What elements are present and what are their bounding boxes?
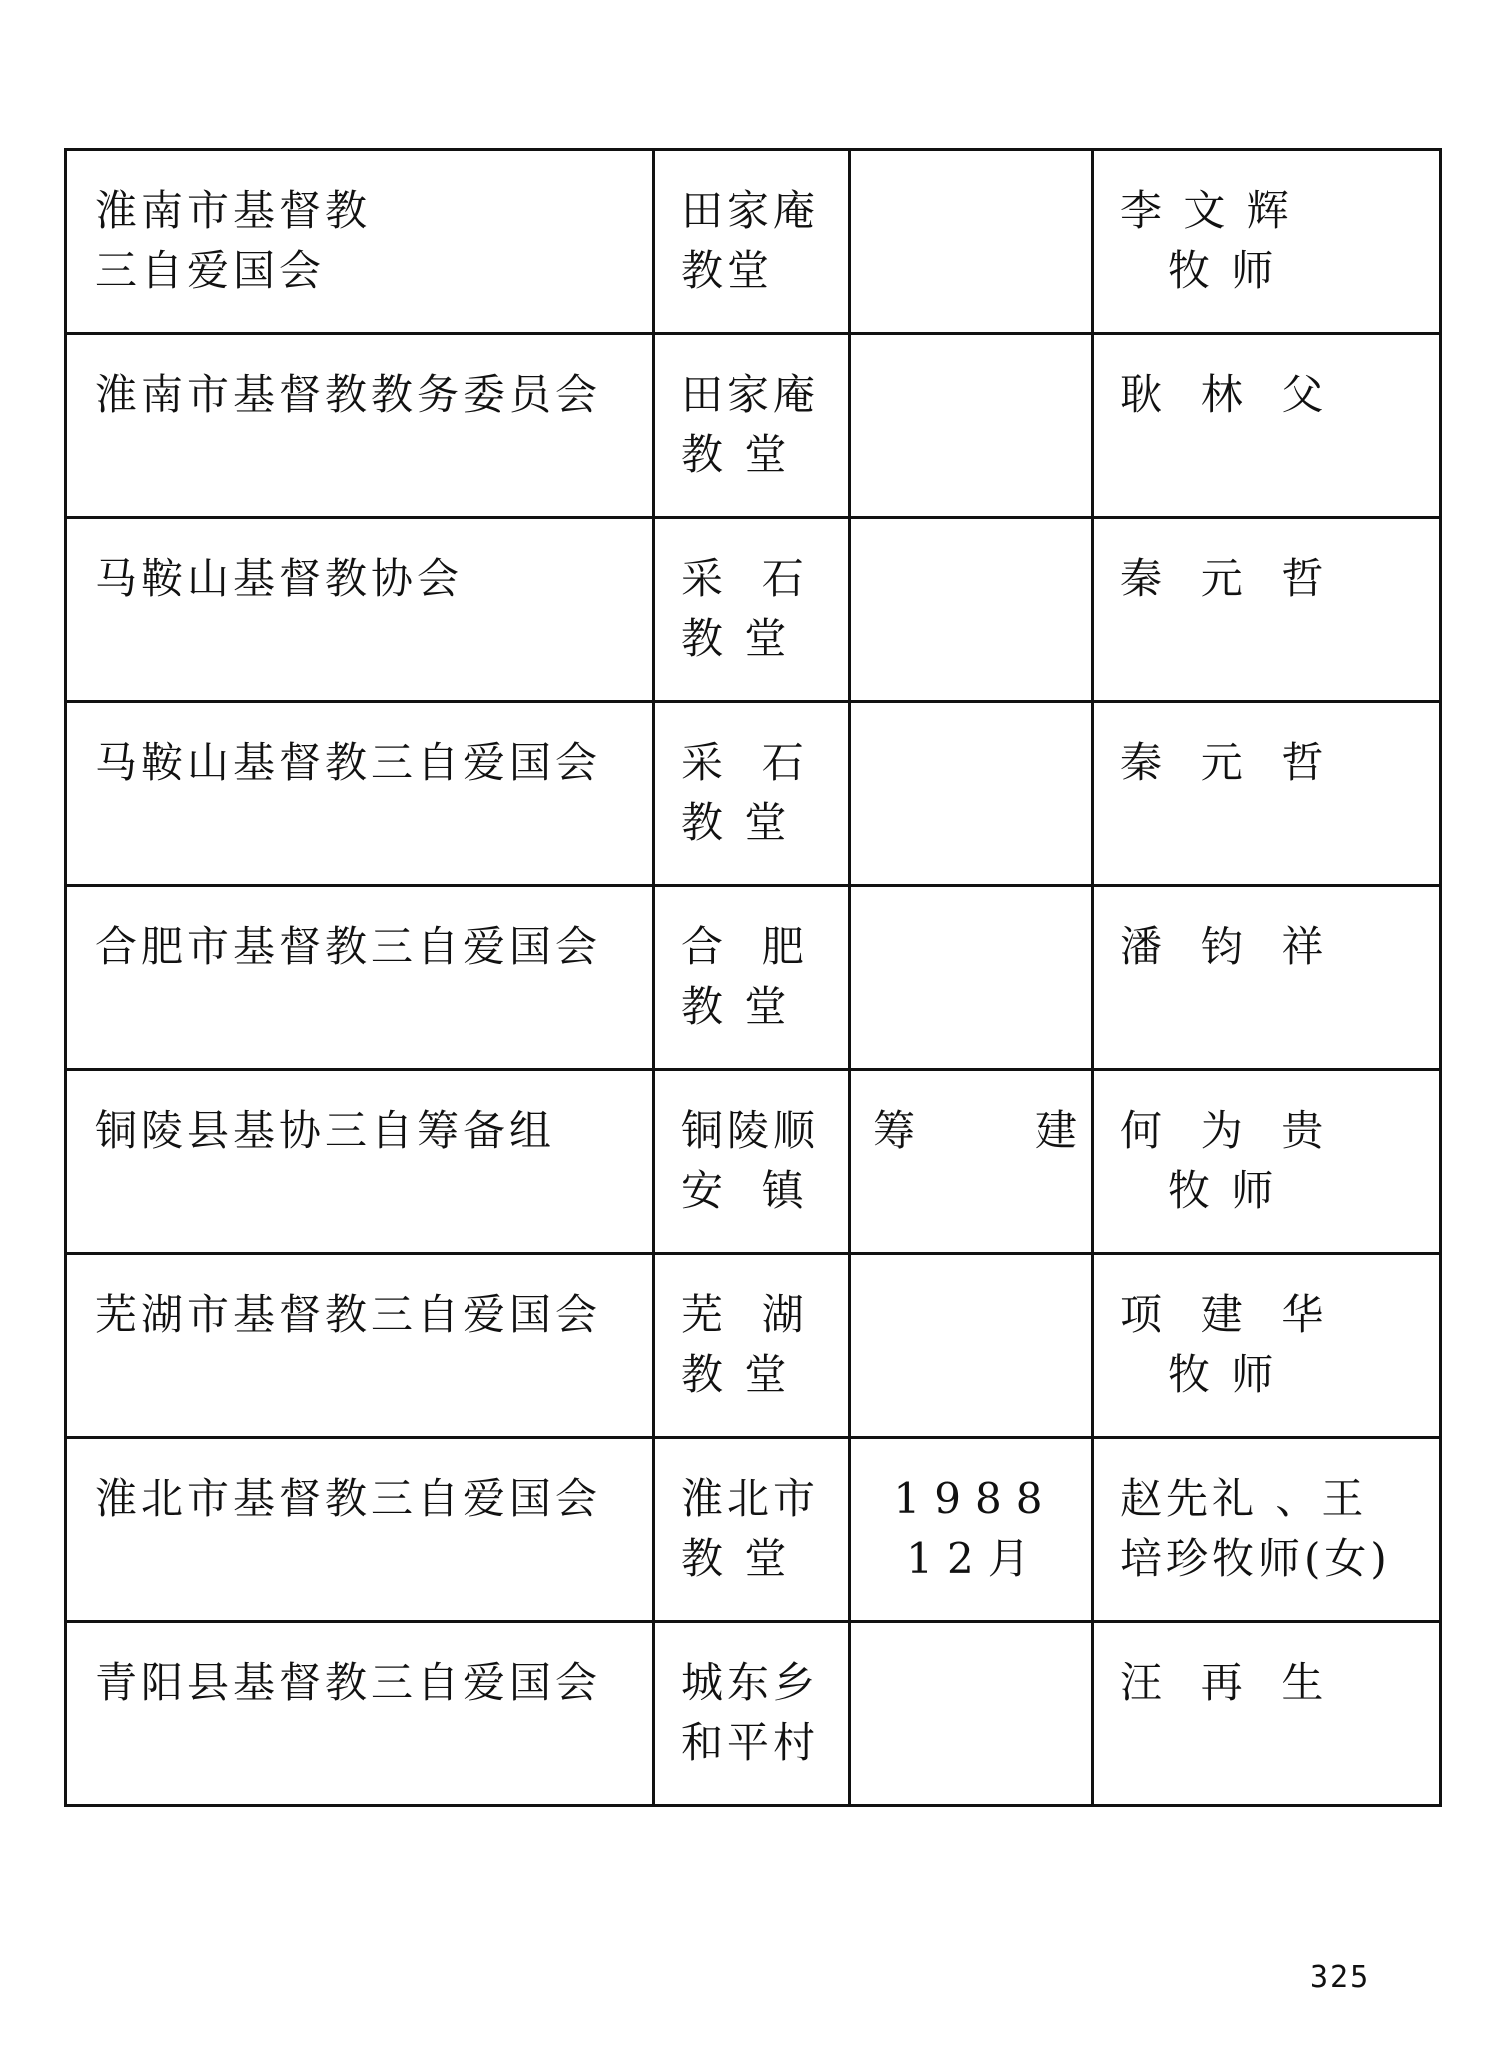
- date-cell: [850, 702, 1093, 886]
- venue-line: 教 堂: [681, 614, 791, 663]
- contact-line: 项 建 华: [1120, 1290, 1328, 1339]
- contact-cell: [1093, 1438, 1441, 1622]
- contact-cell: [1093, 702, 1441, 886]
- organization-line: 马鞍山基督教协会: [95, 554, 464, 603]
- venue-line: 安 镇: [681, 1166, 808, 1215]
- organization-cell: [66, 702, 654, 886]
- contact-cell: [1093, 886, 1441, 1070]
- table-row: [66, 518, 1441, 702]
- table-row: [66, 1254, 1441, 1438]
- venue-cell: [654, 886, 850, 1070]
- contact-line: 李 文 辉: [1120, 186, 1293, 235]
- contact-line: 赵先礼 、王: [1120, 1474, 1368, 1523]
- organization-line: 淮南市基督教教务委员会: [95, 370, 602, 419]
- organization-cell: [66, 150, 654, 334]
- venue-line: 铜陵顺: [681, 1106, 820, 1155]
- organization-cell: [66, 334, 654, 518]
- contact-line: 培珍牧师(女): [1120, 1534, 1391, 1583]
- church-directory-table: [64, 148, 1442, 1807]
- venue-line: 淮北市: [681, 1474, 820, 1523]
- contact-cell: [1093, 150, 1441, 334]
- date-line: 筹 建: [873, 1106, 1077, 1155]
- contact-cell: [1093, 1070, 1441, 1254]
- table-body: [66, 150, 1441, 1806]
- venue-cell: [654, 1254, 850, 1438]
- page-number: 325: [1310, 1960, 1371, 1995]
- venue-cell: [654, 702, 850, 886]
- organization-cell: [66, 1622, 654, 1806]
- venue-line: 合 肥: [681, 922, 808, 971]
- organization-cell: [66, 1438, 654, 1622]
- table-row: [66, 150, 1441, 334]
- venue-cell: [654, 518, 850, 702]
- venue-line: 教 堂: [681, 798, 791, 847]
- organization-line: 芜湖市基督教三自爱国会: [95, 1290, 602, 1339]
- organization-line: 合肥市基督教三自爱国会: [95, 922, 602, 971]
- organization-line: 马鞍山基督教三自爱国会: [95, 738, 602, 787]
- contact-cell: [1093, 334, 1441, 518]
- venue-line: 教 堂: [681, 982, 791, 1031]
- contact-line: 牧 师: [1168, 246, 1278, 295]
- contact-line: 汪 再 生: [1120, 1658, 1328, 1707]
- contact-line: 秦 元 哲: [1120, 738, 1328, 787]
- date-cell: [850, 1070, 1093, 1254]
- contact-line: 耿 林 父: [1120, 370, 1328, 419]
- venue-line: 教 堂: [681, 1534, 791, 1583]
- date-cell: [850, 334, 1093, 518]
- date-cell: [850, 1622, 1093, 1806]
- contact-line: 秦 元 哲: [1120, 554, 1328, 603]
- venue-line: 采 石: [681, 738, 808, 787]
- date-cell: [850, 518, 1093, 702]
- venue-line: 教堂: [681, 246, 774, 295]
- organization-line: 青阳县基督教三自爱国会: [95, 1658, 602, 1707]
- organization-line: 淮北市基督教三自爱国会: [95, 1474, 602, 1523]
- contact-line: 潘 钧 祥: [1120, 922, 1328, 971]
- venue-line: 城东乡: [681, 1658, 820, 1707]
- date-cell: [850, 886, 1093, 1070]
- contact-line: 牧 师: [1168, 1350, 1278, 1399]
- contact-cell: [1093, 518, 1441, 702]
- table-row: [66, 1070, 1441, 1254]
- organization-line: 铜陵县基协三自筹备组: [95, 1106, 556, 1155]
- organization-cell: [66, 1254, 654, 1438]
- date-cell: [850, 1438, 1093, 1622]
- venue-line: 田家庵: [681, 370, 820, 419]
- contact-cell: [1093, 1622, 1441, 1806]
- venue-line: 教 堂: [681, 430, 791, 479]
- date-cell: [850, 1254, 1093, 1438]
- table-row: [66, 1622, 1441, 1806]
- organization-line: 三自爱国会: [95, 246, 326, 295]
- table-row: [66, 702, 1441, 886]
- venue-line: 田家庵: [681, 186, 820, 235]
- venue-cell: [654, 1070, 850, 1254]
- venue-cell: [654, 1438, 850, 1622]
- organization-cell: [66, 518, 654, 702]
- contact-line: 牧 师: [1168, 1166, 1278, 1215]
- organization-line: 淮南市基督教: [95, 186, 372, 235]
- venue-cell: [654, 150, 850, 334]
- table-row: [66, 886, 1441, 1070]
- venue-line: 采 石: [681, 554, 808, 603]
- venue-line: 和平村: [681, 1718, 820, 1767]
- venue-line: 芜 湖: [681, 1290, 808, 1339]
- organization-cell: [66, 886, 654, 1070]
- organization-cell: [66, 1070, 654, 1254]
- venue-cell: [654, 1622, 850, 1806]
- table-row: [66, 334, 1441, 518]
- date-cell: [850, 150, 1093, 334]
- table-row: [66, 1438, 1441, 1622]
- contact-line: 何 为 贵: [1120, 1106, 1328, 1155]
- venue-line: 教 堂: [681, 1350, 791, 1399]
- contact-cell: [1093, 1254, 1441, 1438]
- date-line: 12月: [906, 1534, 1044, 1583]
- date-line: 1988: [893, 1474, 1057, 1523]
- venue-cell: [654, 334, 850, 518]
